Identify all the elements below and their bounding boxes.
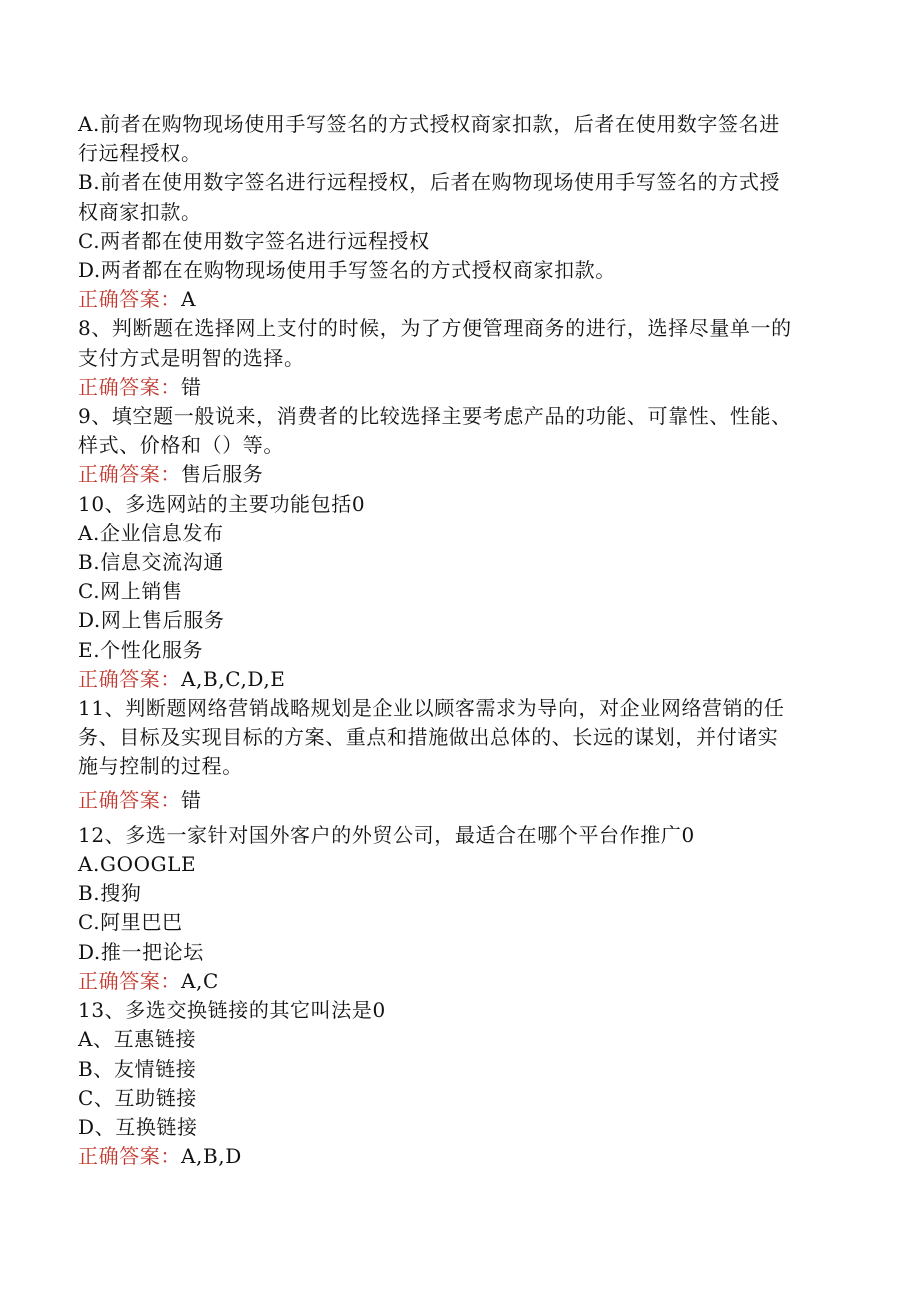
answer-label: 正确答案： xyxy=(78,968,181,993)
question-13 xyxy=(78,996,838,1171)
option-line: C.阿里巴巴 xyxy=(78,910,183,935)
option-line: B.前者在使用数字签名进行远程授权，后者在购物现场使用手写签名的方式授 xyxy=(78,170,781,195)
answer-label: 正确答案： xyxy=(78,666,181,691)
option-line: A.企业信息发布 xyxy=(78,520,224,545)
question-text: 11、判断题网络营销战略规划是企业以顾客需求为导向，对企业网络营销的任 xyxy=(78,696,785,721)
answer-value: A xyxy=(181,287,197,312)
option-line: B、友情链接 xyxy=(78,1056,197,1081)
option-line: D.两者都在在购物现场使用手写签名的方式授权商家扣款。 xyxy=(78,258,616,283)
answer-line xyxy=(78,1142,838,1171)
question-text: 9、填空题一般说来，消费者的比较选择主要考虑产品的功能、可靠性、性能、 xyxy=(78,404,792,429)
question-8 xyxy=(78,314,838,402)
question-12 xyxy=(78,821,838,996)
answer-value: A,C xyxy=(181,968,219,993)
option-line: 权商家扣款。 xyxy=(78,199,202,224)
answer-label: 正确答案： xyxy=(78,787,181,812)
question-text: 样式、价格和（）等。 xyxy=(78,433,284,458)
answer-value: 错 xyxy=(181,374,202,399)
answer-value: 错 xyxy=(181,787,202,812)
option-line: A.GOOGLE xyxy=(78,852,197,877)
question-text: 务、目标及实现目标的方案、重点和措施做出总体的、长远的谋划，并付诸实 xyxy=(78,725,779,750)
answer-line xyxy=(78,285,838,314)
question-text: 10、多选网站的主要功能包括0 xyxy=(78,491,366,516)
option-line: A.前者在购物现场使用手写签名的方式授权商家扣款，后者在使用数字签名进 xyxy=(78,112,780,136)
q7-options xyxy=(78,110,838,314)
answer-label: 正确答案： xyxy=(78,1144,181,1169)
answer-label: 正确答案： xyxy=(78,374,181,399)
option-line: B.信息交流沟通 xyxy=(78,550,224,575)
option-line: D.网上售后服务 xyxy=(78,608,225,633)
question-text: 施与控制的过程。 xyxy=(78,754,243,779)
option-line: C.两者都在使用数字签名进行远程授权 xyxy=(78,228,430,253)
question-text: 12、多选一家针对国外客户的外贸公司，最适合在哪个平台作推广0 xyxy=(78,822,695,847)
answer-label: 正确答案： xyxy=(78,462,181,487)
answer-line xyxy=(78,460,838,489)
question-text: 13、多选交换链接的其它叫法是0 xyxy=(78,998,386,1023)
option-line: B.搜狗 xyxy=(78,881,142,906)
option-line: 行远程授权。 xyxy=(78,141,202,166)
option-line: C.网上销售 xyxy=(78,579,183,604)
question-text: 支付方式是明智的选择。 xyxy=(78,345,305,370)
question-11 xyxy=(78,694,838,815)
option-line: C、互助链接 xyxy=(78,1085,197,1110)
answer-line xyxy=(78,967,838,996)
question-text: 8、判断题在选择网上支付的时候，为了方便管理商务的进行，选择尽量单一的 xyxy=(78,316,792,341)
document-page xyxy=(78,110,838,1171)
option-line: D.推一把论坛 xyxy=(78,939,204,964)
option-line: E.个性化服务 xyxy=(78,637,204,662)
answer-value: A,B,C,D,E xyxy=(181,666,286,691)
answer-line xyxy=(78,665,838,694)
question-9 xyxy=(78,402,838,490)
option-line: A、互惠链接 xyxy=(78,1027,197,1052)
answer-label: 正确答案： xyxy=(78,287,181,312)
option-line: D、互换链接 xyxy=(78,1114,198,1139)
answer-line xyxy=(78,786,838,815)
answer-value: A,B,D xyxy=(181,1144,242,1169)
question-10 xyxy=(78,490,838,694)
answer-line xyxy=(78,373,838,402)
answer-value: 售后服务 xyxy=(181,462,264,487)
